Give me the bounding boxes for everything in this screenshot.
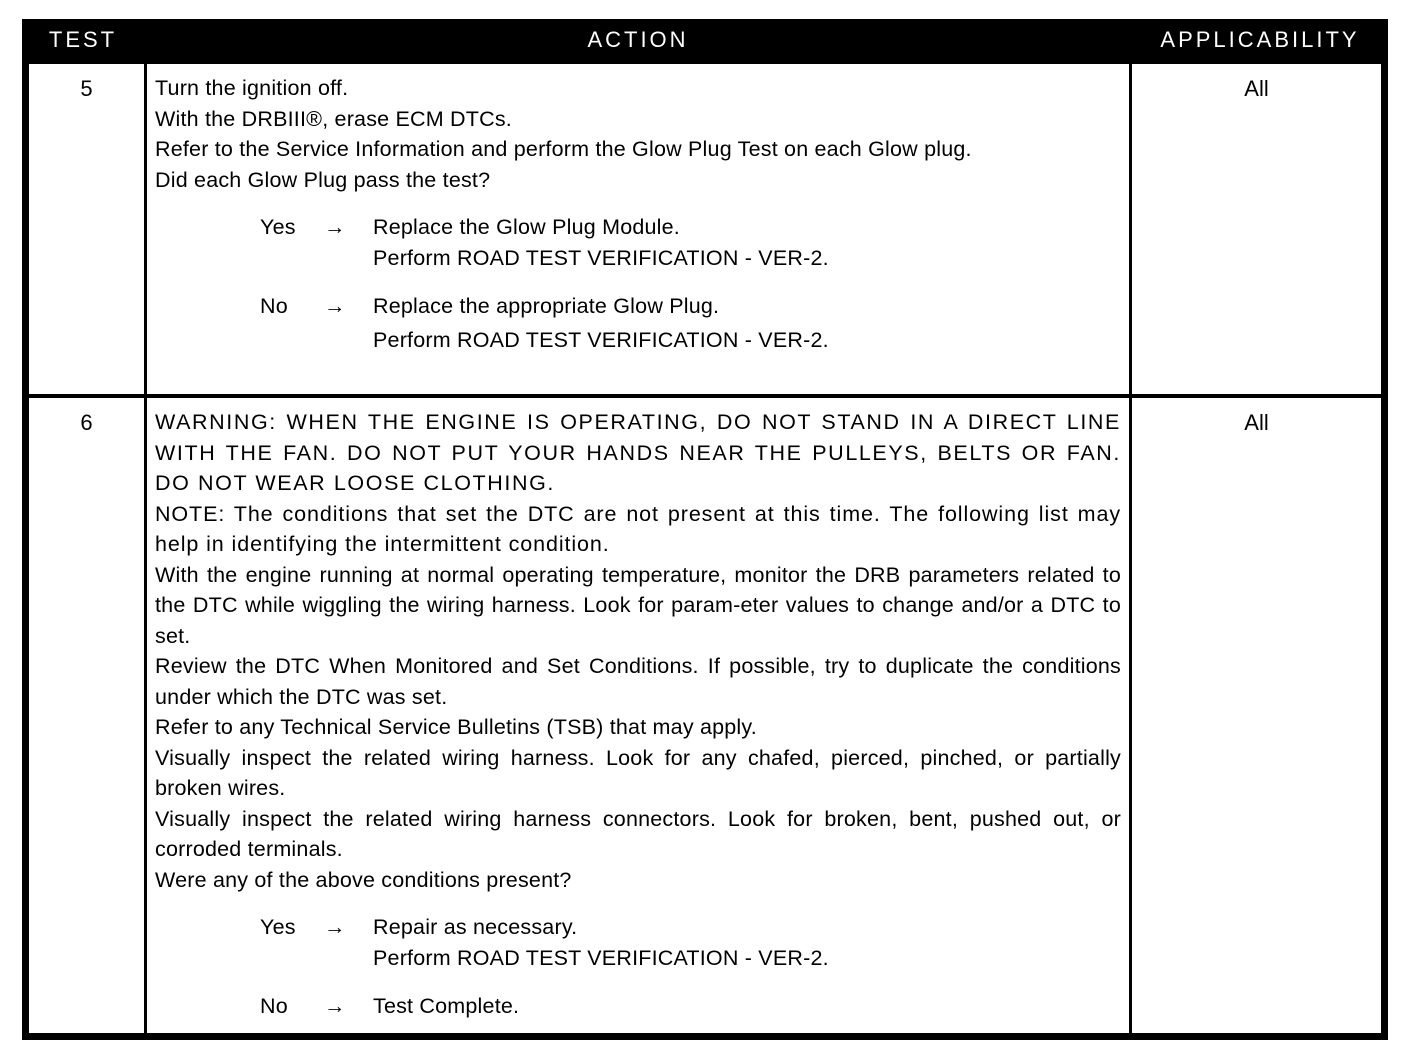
response-line: Replace the Glow Plug Module. bbox=[373, 215, 680, 239]
row-6-test-number: 6 bbox=[29, 398, 144, 1033]
response-key: Yes bbox=[260, 915, 296, 939]
action-paragraph: Visually inspect the related wiring harness connectors. Look for broken, bent, pushed out, or corroded terminals. bbox=[155, 806, 1121, 861]
response-yes bbox=[260, 212, 1121, 273]
response-line: Test Complete. bbox=[373, 994, 520, 1018]
response-key: No bbox=[260, 994, 288, 1018]
header-test: TEST bbox=[48, 27, 118, 52]
row-6-applicability: All bbox=[1132, 398, 1381, 1033]
header-applicability: APPLICABILITY bbox=[1160, 27, 1360, 52]
header-action: ACTION bbox=[587, 27, 689, 52]
response-key: Yes bbox=[260, 215, 296, 239]
action-paragraph: Visually inspect the related wiring harness. Look for any chafed, pierced, pinched, or partially broken wires. bbox=[155, 745, 1121, 800]
row-5-action bbox=[147, 64, 1129, 394]
action-paragraph: With the engine running at normal operating temperature, monitor the DRB parameters related to the DTC while wiggling the wiring harness. Look for param-eter values to change and/or a DTC to set. bbox=[155, 562, 1121, 648]
response-line: Perform ROAD TEST VERIFICATION - VER-2. bbox=[373, 945, 829, 970]
response-line: Repair as necessary. bbox=[373, 915, 578, 939]
right-arrow-icon: → bbox=[324, 215, 346, 239]
action-paragraph: Review the DTC When Monitored and Set Conditions. If possible, try to duplicate the conditions under which the DTC was set. bbox=[155, 654, 1121, 709]
action-paragraph: Refer to any Technical Service Bulletins (TSB) that may apply. bbox=[155, 715, 757, 739]
response-yes bbox=[260, 912, 1121, 973]
right-arrow-icon: → bbox=[324, 915, 346, 939]
action-paragraph: WARNING: WHEN THE ENGINE IS OPERATING, DO NOT STAND IN A DIRECT LINE WITH THE FAN. DO NOT PUT YOUR HANDS NEAR THE PULLEYS, BELTS OR FAN. DO NOT WEAR LOOSE CLOTHING. bbox=[155, 410, 1121, 495]
response-line: Replace the appropriate Glow Plug. bbox=[373, 294, 720, 318]
row-5-applicability: All bbox=[1132, 64, 1381, 394]
diagnostic-table bbox=[22, 19, 1388, 1040]
right-arrow-icon: → bbox=[324, 294, 346, 318]
response-line: Perform ROAD TEST VERIFICATION - VER-2. bbox=[373, 327, 829, 352]
action-paragraph: Turn the ignition off. bbox=[155, 76, 349, 100]
response-line: Perform ROAD TEST VERIFICATION - VER-2. bbox=[373, 245, 829, 270]
response-key: No bbox=[260, 294, 288, 318]
action-paragraph: Refer to the Service Information and perform the Glow Plug Test on each Glow plug. bbox=[155, 137, 972, 161]
action-paragraph: NOTE: The conditions that set the DTC are not present at this time. The following list may help in identifying the intermittent condition. bbox=[155, 501, 1121, 556]
action-paragraph: Did each Glow Plug pass the test? bbox=[155, 167, 491, 192]
action-paragraph: With the DRBIII®, erase ECM DTCs. bbox=[155, 106, 512, 131]
row-6-action bbox=[147, 398, 1129, 1033]
action-paragraph: Were any of the above conditions present? bbox=[155, 867, 572, 892]
right-arrow-icon: → bbox=[324, 994, 346, 1018]
response-no bbox=[260, 291, 1121, 355]
row-5-test-number: 5 bbox=[29, 64, 144, 394]
response-no bbox=[260, 991, 1121, 1022]
